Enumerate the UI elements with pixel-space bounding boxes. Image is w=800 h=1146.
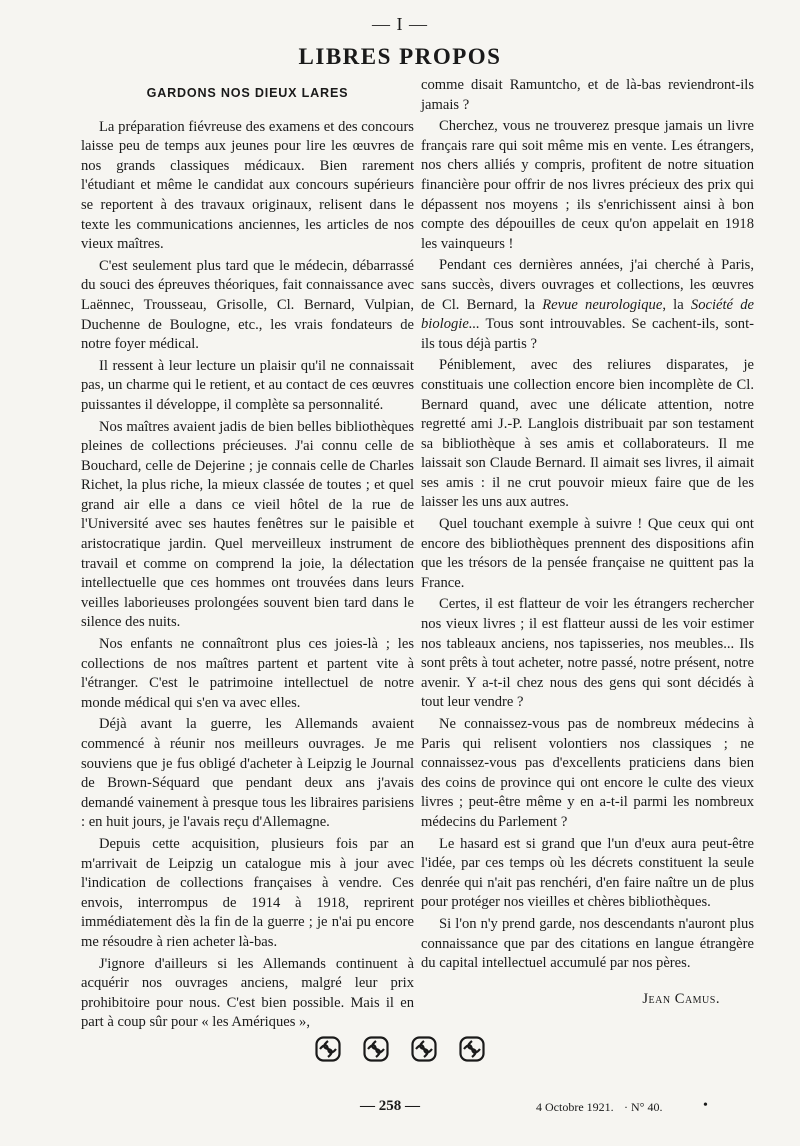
paragraph: J'ignore d'ailleurs si les Allemands continuent à acquérir nos ouvrages anciens, malgré leur prix prohibitoire pour nous. C'est bien possible. Mais il en part à coup sûr pour « les Amériques », [81,955,414,1031]
paragraph: Certes, il est flatteur de voir les étrangers rechercher nos vieux livres ; il est flatteur aussi de les voir estimer nos tableaux anciens, nos tapisseries, nos meubles... Ils sont prêts à tout acheter, notre passé, notre présent, notre avenir. Y a-t-il chez nous des gens qui sont décidés à tout leur vendre ? [421,596,754,711]
footer-dot: • [703,1098,708,1113]
footer-page-number: — 258 — [360,1098,420,1114]
paragraph: Quel touchant exemple à suivre ! Que ceux qui ont encore des bibliothèques prennent des dispositions afin que les trésors de la pensée française ne quittent pas la France. [421,516,754,591]
footer-issue-number: · N° 40. [624,1100,663,1114]
paragraph: Cherchez, vous ne trouverez presque jamais un livre français rare qui soit même mis en vente. Les étrangers, nos chers alliés y compris, profitent de notre situation financière pour offrir de nos livres précieux des prix qui dépassent nos moyens ; ils s'enrichissent ainsi à bon compte des dépouilles de ceux qu'on appelait en 1918 les vainqueurs ! [421,118,754,252]
paragraph: Depuis cette acquisition, plusieurs fois par an m'arrivait de Leipzig un catalogue mis à jour avec l'indication de collections françaises à vendre. Ces envois, interrompus de 1914 à 1918, reprirent immédiatement dès la fin de la guerre ; je n'ai pu encore me résoudre à rien acheter là-bas. [81,835,414,950]
paragraph: Ne connaissez-vous pas de nombreux médecins à Paris qui relisent volontiers nos classiques ; ne connaissez-vous pas d'excellents praticiens dans bien des coins de province qui ont encore le culte des vieux livres ; peut-être même y en a-t-il parmi les nombreux médecins du Parlement ? [421,716,754,830]
fleuron-icon [315,1036,341,1062]
text-run: Pendant ces dernières années, j'ai cherché à Paris, sans succès, divers ouvrages et collections, les œuvres de Cl. Bernard, la [421,257,754,313]
journal-title-societe: Société de biologie... [421,296,754,333]
paragraph-pendant [421,256,754,354]
paragraph: Le hasard est si grand que l'un d'eux aura peut-être l'idée, par ces temps où les décrets constituent la seule denrée qui n'ait pas renchéri, d'en faire naître un de plus pour protéger nos vieilles et chères bibliothèques. [421,835,754,911]
left-column [81,76,414,1035]
right-column [421,76,754,1009]
fleuron-icon [459,1036,485,1062]
author-signature: Jean Camus. [642,990,720,1007]
paragraph: Il ressent à leur lecture un plaisir qu'il ne connaissait pas, un charme qui le retient, et au contact de ces œuvres puissantes il développe, il complète sa personnalité. [81,357,414,413]
paragraph: La préparation fiévreuse des examens et des concours laisse peu de temps aux jeunes pour lire les œuvres de nos grands classiques médicaux. Bien rarement l'étudiant et même le candidat aux concours supérieurs se reportent à des travaux originaux, relisent dans le texte les communications anciennes, les articles de nos vieux maîtres. [81,118,414,253]
paragraph: Nos maîtres avaient jadis de bien belles bibliothèques pleines de collections précieuses. J'ai connu celle de Bouchard, celle de Dejerine ; je connais celle de Charles Richet, la plus riche, la mieux classée de toutes ; et quel grand air elle a dans ce vieil hôtel de la rue de l'Université avec ses hautes fenêtres sur le paisible et aristocratique jardin. Quel merveilleux instrument de travail et comme on comprend la joie, la délectation intellectuelle que ces hommes ont trouvées dans leurs veilles laborieuses prolongées souvent bien tard dans le silence des nuits. [81,418,414,631]
paragraph-continued: comme disait Ramuntcho, et de là-bas reviendront-ils jamais ? [421,77,754,113]
fleuron-icon [411,1036,437,1062]
page-roman-numeral: — I — [372,14,428,34]
page-footer [0,1098,800,1118]
article-title: GARDONS NOS DIEUX LARES [146,86,349,100]
page-title: LIBRES PROPOS [298,44,502,69]
journal-title-revue: Revue neurologique [542,296,663,313]
paragraph: Déjà avant la guerre, les Allemands avaient commencé à réunir nos meilleurs ouvrages. Je me souviens que je fus obligé d'acheter à Leipzig le Journal de Brown-Séquard que pendant deux ans j'avais demandé vainement à presque tous les libraires parisiens : en huit jours, je l'avais reçu d'Allemagne. [81,716,414,831]
ornament-row [0,1036,800,1062]
paragraph: Péniblement, avec des reliures disparates, je constituais une collection encore bien incomplète de Cl. Bernard quand, avec une délicate attention, notre regretté ami J.-P. Langlois distribuait par son testament sa bibliothèque à ses amis et collaborateurs. Il me laissait son Claude Bernard. Il aimait ses livres, il aimait ses amis : il ne crut pouvoir mieux faire que de les laisser les uns aux autres. [421,357,754,511]
text-run: , la [662,296,691,313]
fleuron-icon [363,1036,389,1062]
text-run: Tous sont introuvables. Se cachent-ils, sont-ils tous déjà partis ? [421,316,754,352]
footer-date: 4 Octobre 1921. [536,1100,614,1114]
paragraph: Si l'on n'y prend garde, nos descendants n'auront plus connaissance que par des citations en langue étrangère du capital intellectuel accumulé par nos pères. [421,915,754,972]
paragraph: Nos enfants ne connaîtront plus ces joies-là ; les collections de nos maîtres partent et partent vite à l'étranger. C'est le patrimoine intellectuel de notre monde médical qui s'en va avec elles. [81,636,414,711]
paragraph: C'est seulement plus tard que le médecin, débarrassé du souci des épreuves théoriques, fait connaissance avec Laënnec, Trousseau, Grisolle, Cl. Bernard, Vulpian, Duchenne de Boulogne, etc., les vrais fondateurs de notre foyer médical. [81,257,414,353]
